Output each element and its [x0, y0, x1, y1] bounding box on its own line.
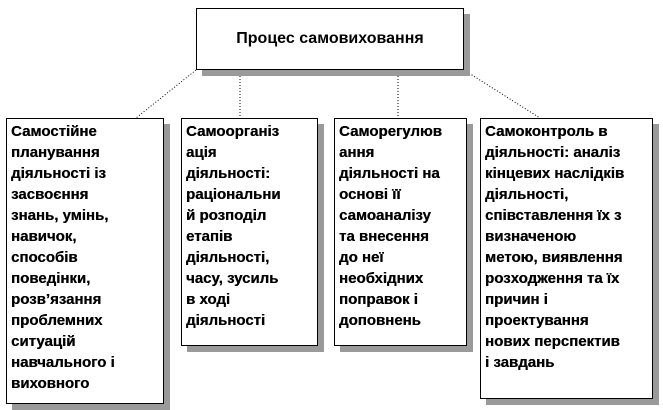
- connector-line-4: [464, 70, 540, 118]
- node-self-regulation-text: Саморегулюв ання діяльності на основі її самоаналізу та внесення до неї необхідних поправок і доповнень: [339, 123, 442, 329]
- root-node-title: Процес самовиховання: [236, 30, 424, 47]
- connector-line-1: [136, 70, 196, 118]
- node-self-control: [480, 118, 653, 399]
- root-node: [196, 8, 464, 70]
- node-self-organization-text: Самоорганіз ація діяльності: раціональни й розподіл етапів діяльності, часу, зусиль в ході діяльності: [186, 123, 281, 329]
- node-self-planning: [6, 118, 164, 404]
- node-self-planning-text: Самостійне планування діяльності із засвоєння знань, умінь, навичок, способів поведінки, розв’язання проблемних ситуацій навчального і виховного: [11, 123, 115, 392]
- node-self-control-text: Самоконтроль в діяльності: аналіз кінцевих наслідків діяльності, співставлення їх з визначеною метою, виявлення розходження та їх причин і проектування нових перспектив і завдань: [485, 123, 625, 371]
- node-self-organization: [181, 118, 318, 346]
- node-self-regulation: [334, 118, 467, 346]
